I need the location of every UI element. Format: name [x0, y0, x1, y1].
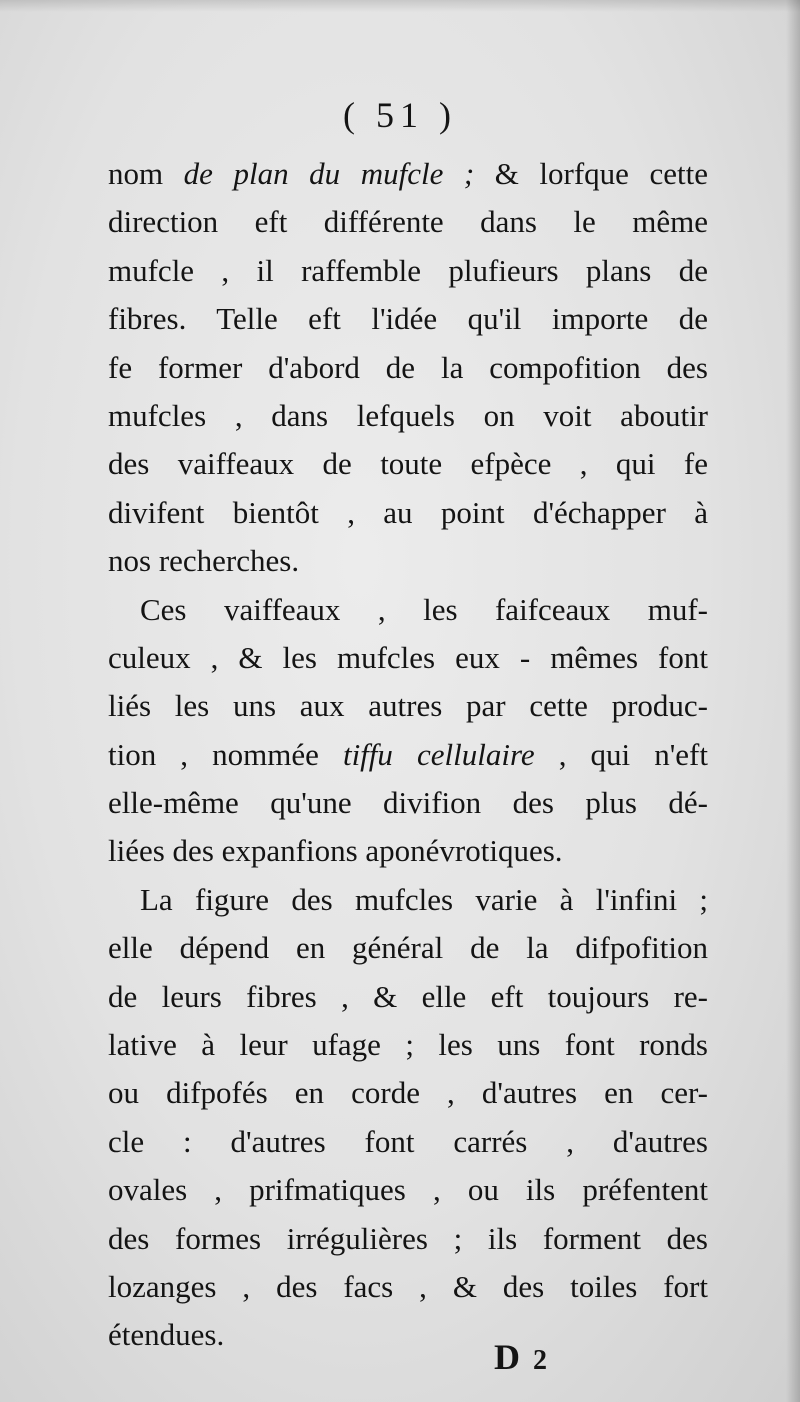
- text-span: de leurs fibres , & elle eft toujours re-: [108, 978, 708, 1014]
- text-line: [108, 586, 708, 634]
- text-span: La figure des mufcles varie à l'infini ;: [140, 881, 708, 917]
- text-line: [108, 247, 708, 295]
- text-span: culeux , & les mufcles eux - mêmes font: [108, 639, 708, 675]
- italic-text: tiffu cellulaire: [342, 736, 535, 772]
- signature-letter: D: [494, 1337, 522, 1377]
- page-shadow-top: [0, 0, 800, 12]
- page-number-header: ( 51 ): [343, 95, 457, 135]
- text-span: & lorfque cette: [474, 156, 708, 191]
- text-line: [108, 731, 708, 779]
- text-line: [108, 1263, 708, 1311]
- text-line: [108, 779, 708, 827]
- text-span: lozanges , des facs , & des toiles fort: [108, 1268, 708, 1304]
- text-line: [108, 1166, 708, 1214]
- text-line: [108, 198, 708, 246]
- text-span: , qui n'eft: [534, 736, 708, 772]
- text-line: [108, 827, 708, 875]
- italic-text: de plan du mufcle ;: [183, 156, 475, 191]
- text-span: des formes irrégulières ; ils forment des: [108, 1220, 708, 1256]
- text-span: divifent bientôt , au point d'échapper à: [108, 494, 708, 530]
- text-span: liés les uns aux autres par cette produc-: [108, 688, 708, 724]
- text-span: liées des expanfions aponévrotiques.: [108, 833, 563, 869]
- text-line: [108, 344, 708, 392]
- text-line: [108, 682, 708, 730]
- text-span: mufcle , il raffemble plufieurs plans de: [108, 252, 708, 288]
- text-line: [108, 876, 708, 924]
- signature-mark: [494, 1336, 549, 1378]
- text-span: lative à leur ufage ; les uns font ronds: [108, 1027, 708, 1063]
- text-line: [108, 489, 708, 537]
- text-line: [108, 392, 708, 440]
- text-line: [108, 1069, 708, 1117]
- text-line: [108, 1215, 708, 1263]
- text-line: [108, 1311, 708, 1359]
- text-span: Ces vaiffeaux , les faifceaux muf-: [140, 591, 708, 627]
- text-line: [108, 634, 708, 682]
- text-span: ou difpofés en corde , d'autres en cer-: [108, 1075, 708, 1111]
- text-span: direction eft différente dans le même: [108, 204, 708, 240]
- text-span: étendues.: [108, 1317, 225, 1353]
- text-line: [108, 1118, 708, 1166]
- text-line: [108, 150, 708, 198]
- text-span: nos recherches.: [108, 543, 300, 579]
- text-span: elle-même qu'une divifion des plus dé-: [108, 785, 708, 821]
- text-line: [108, 537, 708, 585]
- text-span: ovales , prifmatiques , ou ils préfentent: [108, 1172, 708, 1208]
- text-span: cle : d'autres font carrés , d'autres: [108, 1123, 708, 1159]
- text-line: [108, 973, 708, 1021]
- text-span: elle dépend en général de la difpofition: [108, 930, 708, 966]
- text-span: fibres. Telle eft l'idée qu'il importe de: [108, 301, 708, 337]
- text-line: [108, 440, 708, 488]
- text-line: [108, 1021, 708, 1069]
- text-span: nom: [108, 156, 184, 191]
- text-span: mufcles , dans lefquels on voit aboutir: [108, 397, 708, 433]
- signature-number: 2: [533, 1345, 549, 1376]
- text-line: [108, 295, 708, 343]
- text-span: des vaiffeaux de toute efpèce , qui fe: [108, 446, 708, 482]
- body-text: [108, 150, 708, 1360]
- text-span: tion , nommée: [108, 736, 343, 772]
- page-shadow-right: [786, 0, 800, 1402]
- text-span: fe former d'abord de la compofition des: [108, 349, 708, 385]
- text-line: [108, 924, 708, 972]
